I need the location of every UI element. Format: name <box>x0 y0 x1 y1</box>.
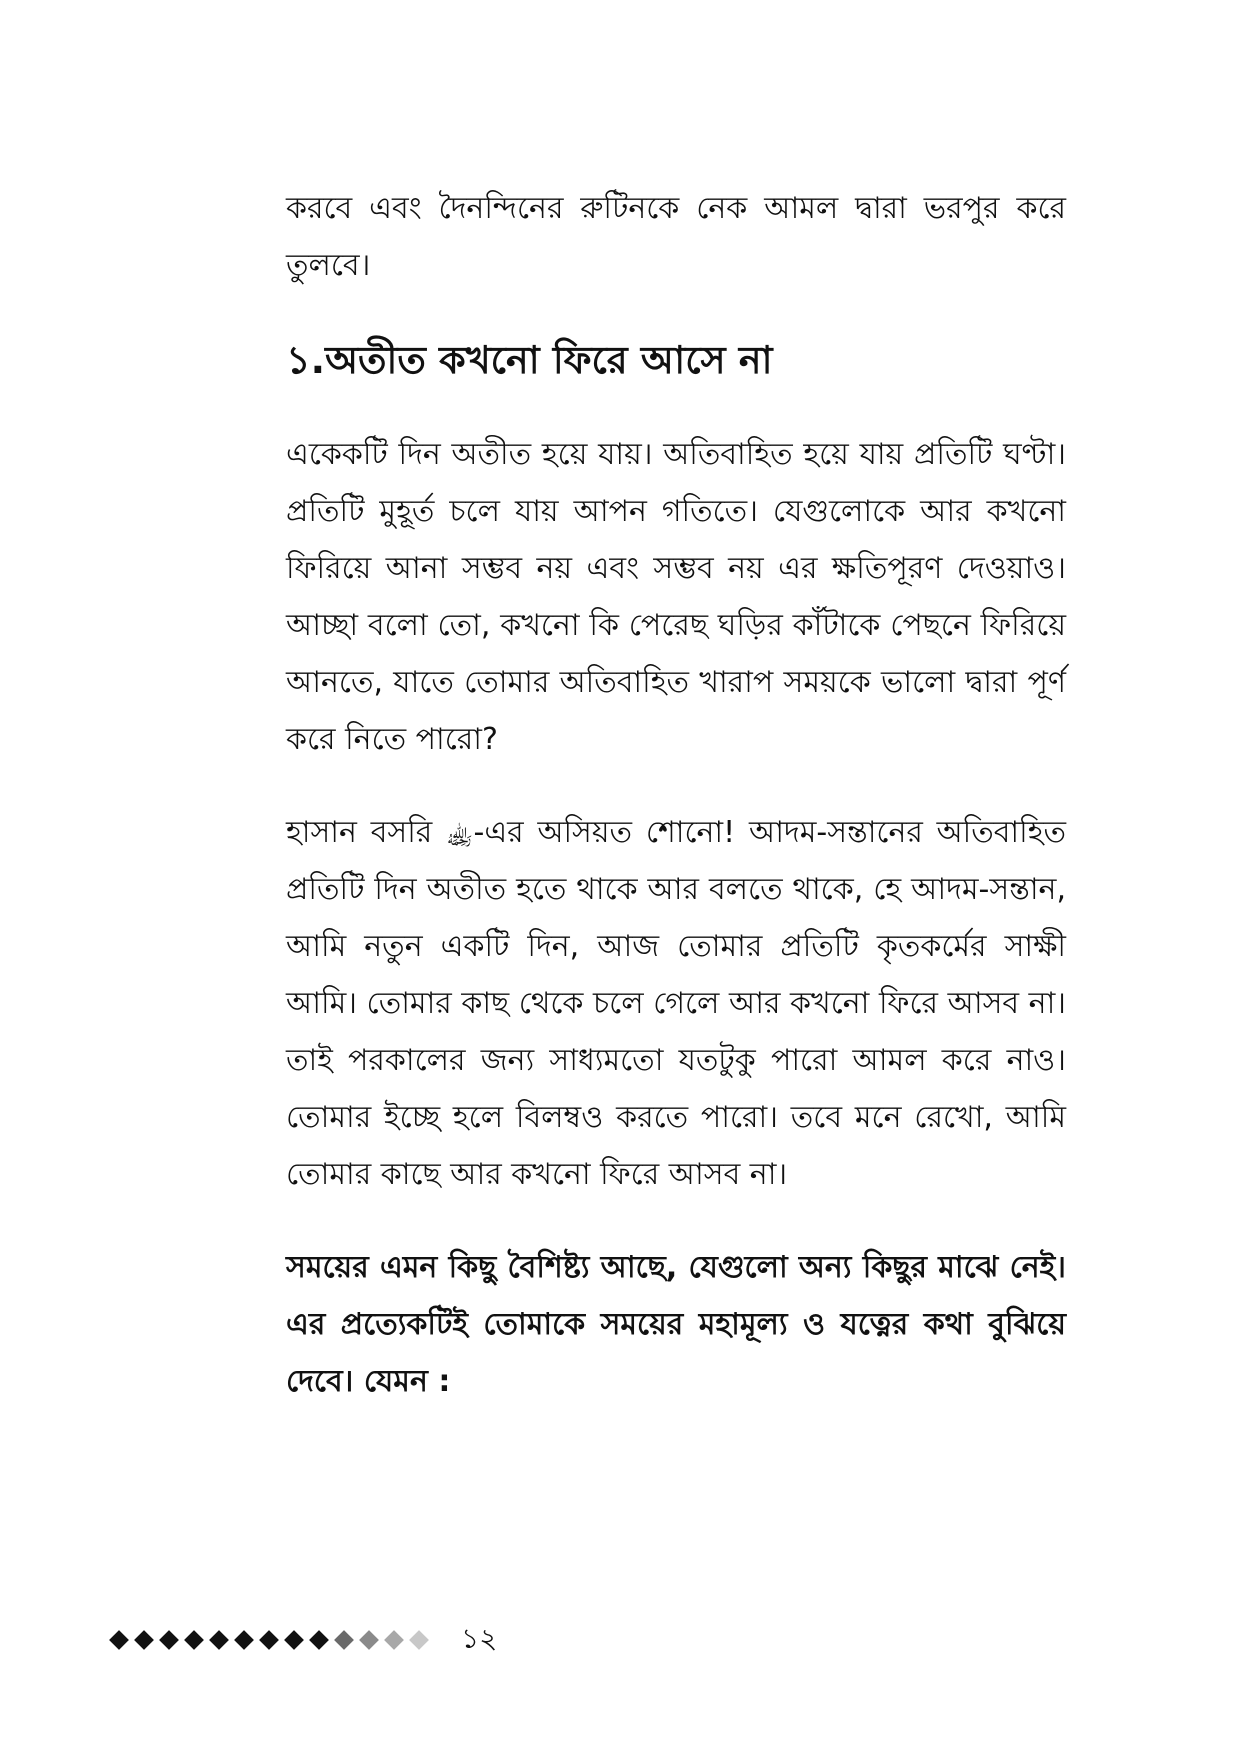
diamond-ornament-icon <box>359 1630 379 1650</box>
page-footer <box>112 1620 497 1660</box>
diamond-ornament-icon <box>259 1630 279 1650</box>
diamond-ornament-icon <box>159 1630 179 1650</box>
diamond-ornament-icon <box>409 1630 429 1650</box>
page-content <box>286 180 1066 1446</box>
diamond-ornament-icon <box>134 1630 154 1650</box>
paragraph-past-never-returns: একেকটি দিন অতীত হয়ে যায়। অতিবাহিত হয়ে যায় প্রতিটি ঘণ্টা। প্রতিটি মুহূর্ত চলে যায় আপন গতিতে। যেগুলোকে আর কখনো ফিরিয়ে আনা সম্ভব নয় এবং সম্ভব নয় এর ক্ষতিপূরণ দেওয়াও। আচ্ছা বলো তো, কখনো কি পেরেছ ঘড়ির কাঁটাকে পেছনে ফিরিয়ে আনতে, যাতে তোমার অতিবাহিত খারাপ সময়কে ভালো দ্বারা পূর্ণ করে নিতে পারো? <box>286 437 1066 757</box>
diamond-ornament-icon <box>209 1630 229 1650</box>
paragraph-time-characteristics: সময়ের এমন কিছু বৈশিষ্ট্য আছে, যেগুলো অন্য কিছুর মাঝে নেই। এর প্রত্যেকটিই তোমাকে সময়ের মহামূল্য ও যত্নের কথা বুঝিয়ে দেবে। যেমন : <box>286 1250 1066 1399</box>
diamond-ornament-icon <box>284 1630 304 1650</box>
section-heading: ১.অতীত কখনো ফিরে আসে না <box>286 338 773 382</box>
diamond-ornament-icon <box>384 1630 404 1650</box>
footer-diamond-ornament <box>112 1633 437 1647</box>
diamond-ornament-icon <box>109 1630 129 1650</box>
page-number: ১২ <box>461 1621 498 1655</box>
paragraph-continuation: করবে এবং দৈনন্দিনের রুটিনকে নেক আমল দ্বারা ভরপুর করে তুলবে। <box>286 191 1066 283</box>
diamond-ornament-icon <box>234 1630 254 1650</box>
paragraph-hasan-basri-advice: হাসান বসরি ﵀-এর অসিয়ত শোনো! আদম-সন্তানের অতিবাহিত প্রতিটি দিন অতীত হতে থাকে আর বলতে থাকে, হে আদম-সন্তান, আমি নতুন একটি দিন, আজ তোমার প্রতিটি কৃতকর্মের সাক্ষী আমি। তোমার কাছ থেকে চলে গেলে আর কখনো ফিরে আসব না। তাই পরকালের জন্য সাধ্যমতো যতটুকু পারো আমল করে নাও। তোমার ইচ্ছে হলে বিলম্বও করতে পারো। তবে মনে রেখো, আমি তোমার কাছে আর কখনো ফিরে আসব না। <box>286 815 1066 1192</box>
diamond-ornament-icon <box>184 1630 204 1650</box>
diamond-ornament-icon <box>334 1630 354 1650</box>
diamond-ornament-icon <box>309 1630 329 1650</box>
